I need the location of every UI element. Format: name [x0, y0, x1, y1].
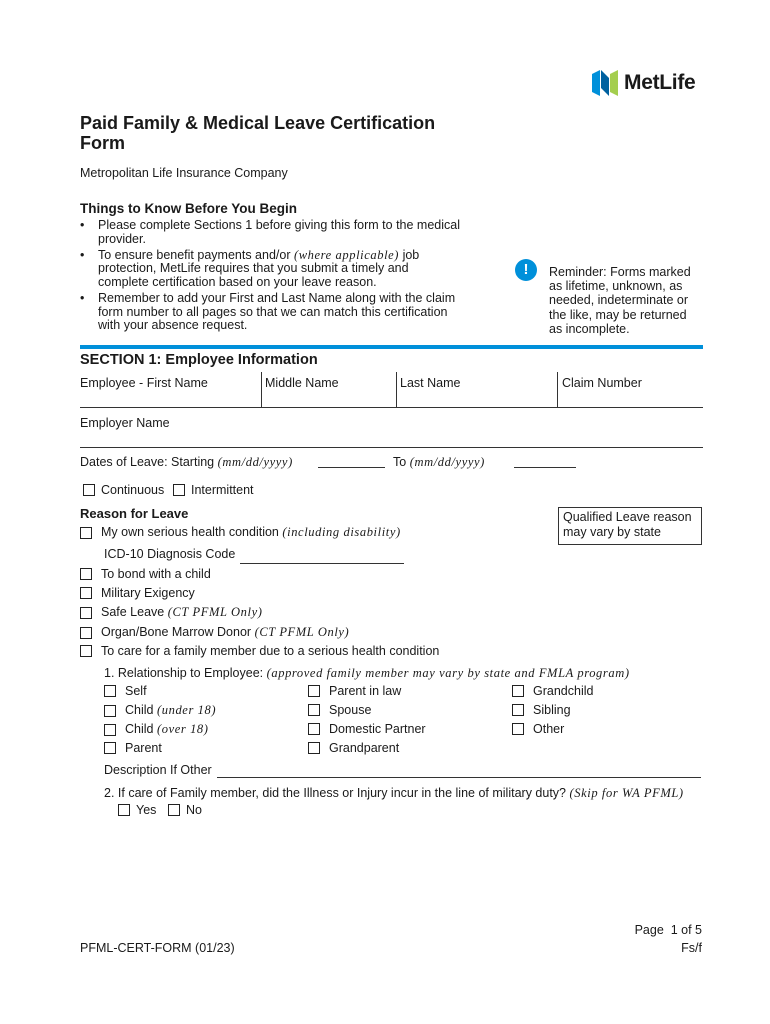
rel-parent-checkbox[interactable]: [104, 742, 116, 754]
things-to-know-list: [80, 219, 480, 335]
military-yes-option[interactable]: Yes: [118, 803, 156, 817]
last-name-field[interactable]: [397, 372, 557, 408]
rel-spouse-option[interactable]: Spouse: [308, 703, 371, 717]
end-date-field[interactable]: [514, 454, 576, 468]
employer-name-label: Employer Name: [80, 416, 170, 430]
reminder-note: Reminder: Forms marked as lifetime, unknown, as needed, indeterminate or the like, may be returned as incomplete.: [549, 265, 691, 336]
description-other-field[interactable]: [217, 762, 701, 778]
military-option[interactable]: Military Exigency: [80, 586, 195, 600]
rel-grandchild-option[interactable]: Grandchild: [512, 684, 593, 698]
safe-leave-checkbox[interactable]: [80, 607, 92, 619]
claim-number-label: Claim Number: [562, 376, 642, 390]
intermittent-option[interactable]: Intermittent: [173, 483, 254, 497]
intermittent-checkbox[interactable]: [173, 484, 185, 496]
military-yes-checkbox[interactable]: [118, 804, 130, 816]
form-id: PFML-CERT-FORM (01/23): [80, 941, 235, 955]
employer-name-field[interactable]: [80, 431, 703, 448]
rel-grandparent-checkbox[interactable]: [308, 742, 320, 754]
list-item: • Please complete Sections 1 before giving this form to the medical provider.: [80, 219, 480, 246]
name-row-underline: [80, 407, 703, 408]
military-checkbox[interactable]: [80, 587, 92, 599]
things-to-know-heading: Things to Know Before You Begin: [80, 201, 297, 216]
dates-of-leave: Dates of Leave: Starting (mm/dd/yyyy): [80, 455, 293, 469]
middle-name-label: Middle Name: [265, 376, 339, 390]
rel-child-over18-checkbox[interactable]: [104, 724, 116, 736]
field-divider: [557, 372, 558, 408]
page-title-line2: Form: [80, 133, 125, 153]
rel-self-checkbox[interactable]: [104, 685, 116, 697]
icd-code-field[interactable]: [240, 548, 404, 564]
description-other-label: Description If Other: [104, 763, 212, 777]
list-item: • To ensure benefit payments and/or (where applicable) job protection, MetLife requires that you submit a timely and complete certification based on your leave reason.: [80, 249, 480, 290]
rel-parent-in-law-option[interactable]: Parent in law: [308, 684, 401, 698]
rel-parent-option[interactable]: Parent: [104, 741, 162, 755]
company-name: Metropolitan Life Insurance Company: [80, 166, 288, 180]
organ-donor-option[interactable]: Organ/Bone Marrow Donor (CT PFML Only): [80, 625, 349, 640]
rel-grandparent-option[interactable]: Grandparent: [308, 741, 399, 755]
family-care-option[interactable]: To care for a family member due to a serious health condition: [80, 644, 439, 658]
middle-name-field[interactable]: [262, 372, 396, 408]
military-duty-question: 2. If care of Family member, did the Illness or Injury incur in the line of military duty? (Skip for WA PFML): [104, 786, 684, 800]
rel-sibling-checkbox[interactable]: [512, 704, 524, 716]
rel-spouse-checkbox[interactable]: [308, 704, 320, 716]
form-code: Fs/f: [681, 941, 702, 955]
field-divider: [396, 372, 397, 408]
metlife-logo-text: MetLife: [624, 71, 696, 94]
reason-heading: Reason for Leave: [80, 506, 189, 521]
end-date-label: To (mm/dd/yyyy): [393, 455, 485, 469]
first-name-label: Employee - First Name: [80, 376, 208, 390]
rel-grandchild-checkbox[interactable]: [512, 685, 524, 697]
military-no-checkbox[interactable]: [168, 804, 180, 816]
metlife-logo: [592, 70, 695, 96]
rel-other-option[interactable]: Other: [512, 722, 564, 736]
exclamation-icon: !: [515, 259, 537, 281]
rel-self-option[interactable]: Self: [104, 684, 147, 698]
continuous-option[interactable]: Continuous: [83, 483, 164, 497]
page-title: [80, 113, 435, 153]
list-item: • Remember to add your First and Last Name along with the claim form number to all pages so that we can match this certification with your absence request.: [80, 292, 480, 333]
rel-domestic-partner-checkbox[interactable]: [308, 723, 320, 735]
rel-child-under18-checkbox[interactable]: [104, 705, 116, 717]
page-title-line1: Paid Family & Medical Leave Certification: [80, 113, 436, 133]
last-name-label: Last Name: [400, 376, 461, 390]
rel-parent-in-law-checkbox[interactable]: [308, 685, 320, 697]
section-divider: [80, 345, 703, 349]
qualified-leave-note: Qualified Leave reason may vary by state: [558, 507, 702, 545]
section1-heading: SECTION 1: Employee Information: [80, 352, 318, 368]
rel-sibling-option[interactable]: Sibling: [512, 703, 571, 717]
relationship-label: 1. Relationship to Employee: (approved family member may vary by state and FMLA program): [104, 666, 630, 680]
rel-domestic-partner-option[interactable]: Domestic Partner: [308, 722, 426, 736]
rel-child-over18-option[interactable]: Child (over 18): [104, 722, 209, 737]
start-date-field[interactable]: [318, 454, 385, 468]
own-health-checkbox[interactable]: [80, 527, 92, 539]
field-divider: [261, 372, 262, 408]
icd-label: ICD-10 Diagnosis Code: [104, 547, 236, 561]
own-health-option[interactable]: My own serious health condition (including disability): [80, 525, 401, 540]
claim-number-field[interactable]: [558, 372, 703, 408]
bond-checkbox[interactable]: [80, 568, 92, 580]
metlife-logo-mark-icon: [592, 70, 618, 96]
military-no-option[interactable]: No: [168, 803, 202, 817]
continuous-checkbox[interactable]: [83, 484, 95, 496]
organ-donor-checkbox[interactable]: [80, 627, 92, 639]
family-care-checkbox[interactable]: [80, 645, 92, 657]
safe-leave-option[interactable]: Safe Leave (CT PFML Only): [80, 605, 262, 620]
first-name-field[interactable]: [80, 372, 261, 408]
rel-other-checkbox[interactable]: [512, 723, 524, 735]
rel-child-under18-option[interactable]: Child (under 18): [104, 703, 216, 718]
bond-option[interactable]: To bond with a child: [80, 567, 211, 581]
page-number: Page 1 of 5: [634, 923, 702, 937]
